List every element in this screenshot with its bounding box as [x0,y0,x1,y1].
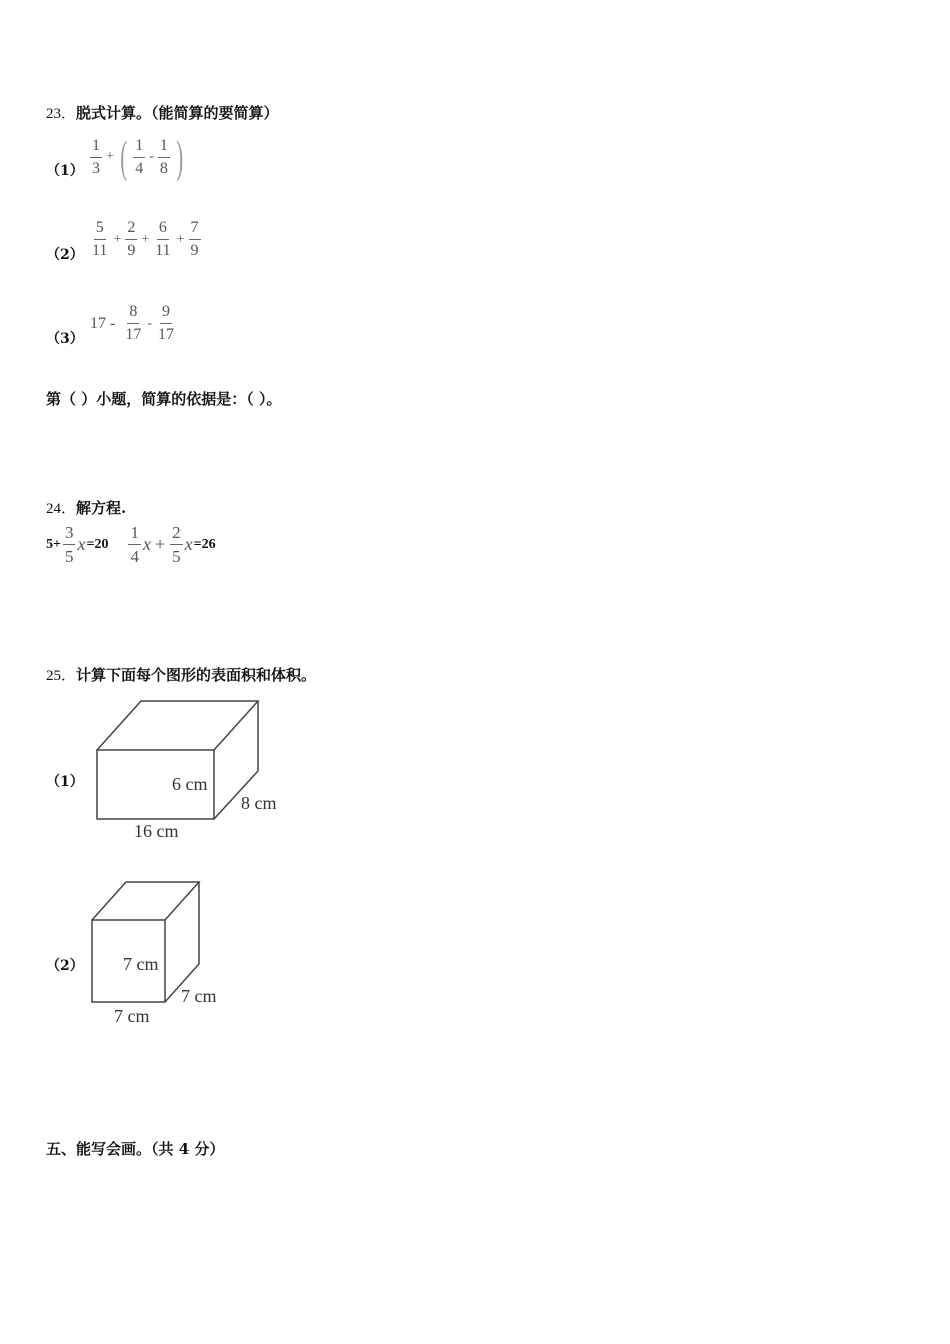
cube-top-face [92,882,199,920]
operator: - [147,315,152,331]
fraction: $\frac{5}{11}$ [92,219,108,259]
q23-item2-expression [88,220,203,259]
q23-item1-label: （1） [46,163,84,179]
q24-number: 24． [46,501,77,517]
lead-number: 17 - [90,314,116,332]
q24-title-text: 解方程. [76,499,127,517]
q23-title-text: 脱式计算。（能简算的要简算） [76,104,279,122]
fraction: $\frac{9}{17}$ [158,303,174,343]
variable: x [77,534,86,554]
q25-number: 25． [46,668,77,684]
q23-item2-label: （2） [46,247,84,263]
cuboid-top-face [97,701,258,750]
q25-title [46,664,316,685]
q23-number: 23． [46,106,77,122]
fraction: $\frac{1}{4}$ [130,523,139,566]
eq1-prefix: 5+ [46,536,61,552]
fraction: $\frac{2}{9}$ [127,219,136,259]
operator: - [149,149,154,164]
q24-equations [46,524,216,565]
variable: x [142,534,151,554]
cuboid-figure [90,695,300,845]
q23-item1-expression [88,131,187,182]
q25-title-text: 计算下面每个图形的表面积和体积。 [76,666,317,684]
cuboid-depth-label: 8 cm [241,793,277,813]
eq1-suffix: =20 [86,536,109,552]
operator: + [154,534,166,554]
q23-item3-label: （3） [46,331,84,347]
cube-height-label: 7 cm [123,954,159,974]
cube-depth-label: 7 cm [181,986,217,1006]
cube-figure [86,876,236,1028]
fraction: $\frac{1}{3}$ [92,136,100,177]
fraction: $\frac{2}{5}$ [172,523,181,566]
fraction: $\frac{8}{17}$ [125,303,142,343]
fraction: $\frac{3}{5}$ [64,523,74,566]
section5-title: 五、能写会画。（共 4 分） [46,1140,225,1158]
fraction: $\frac{7}{9}$ [190,219,199,259]
fraction: $\frac{1}{8}$ [159,136,168,177]
q25-fig1-label: （1） [46,774,84,790]
q25-fig2-label: （2） [46,958,84,974]
left-paren: ( [120,131,128,182]
q23-title [46,102,279,123]
operator: + [106,149,114,164]
fraction: $\frac{1}{4}$ [135,136,144,177]
right-paren: ) [176,131,184,182]
q23-item3-expression [88,304,178,343]
cuboid-length-label: 16 cm [134,821,179,841]
cube-length-label: 7 cm [114,1006,150,1026]
cuboid-height-label: 6 cm [172,774,208,794]
operator: + [141,231,150,247]
eq2-suffix: =26 [193,536,216,552]
operator: + [176,231,185,247]
operator: + [113,231,122,247]
q24-title [46,497,126,518]
q23-note: 第（ ）小题，简算的依据是：（ ）。 [46,390,282,408]
variable: x [184,534,193,554]
fraction: $\frac{6}{11}$ [155,219,171,259]
